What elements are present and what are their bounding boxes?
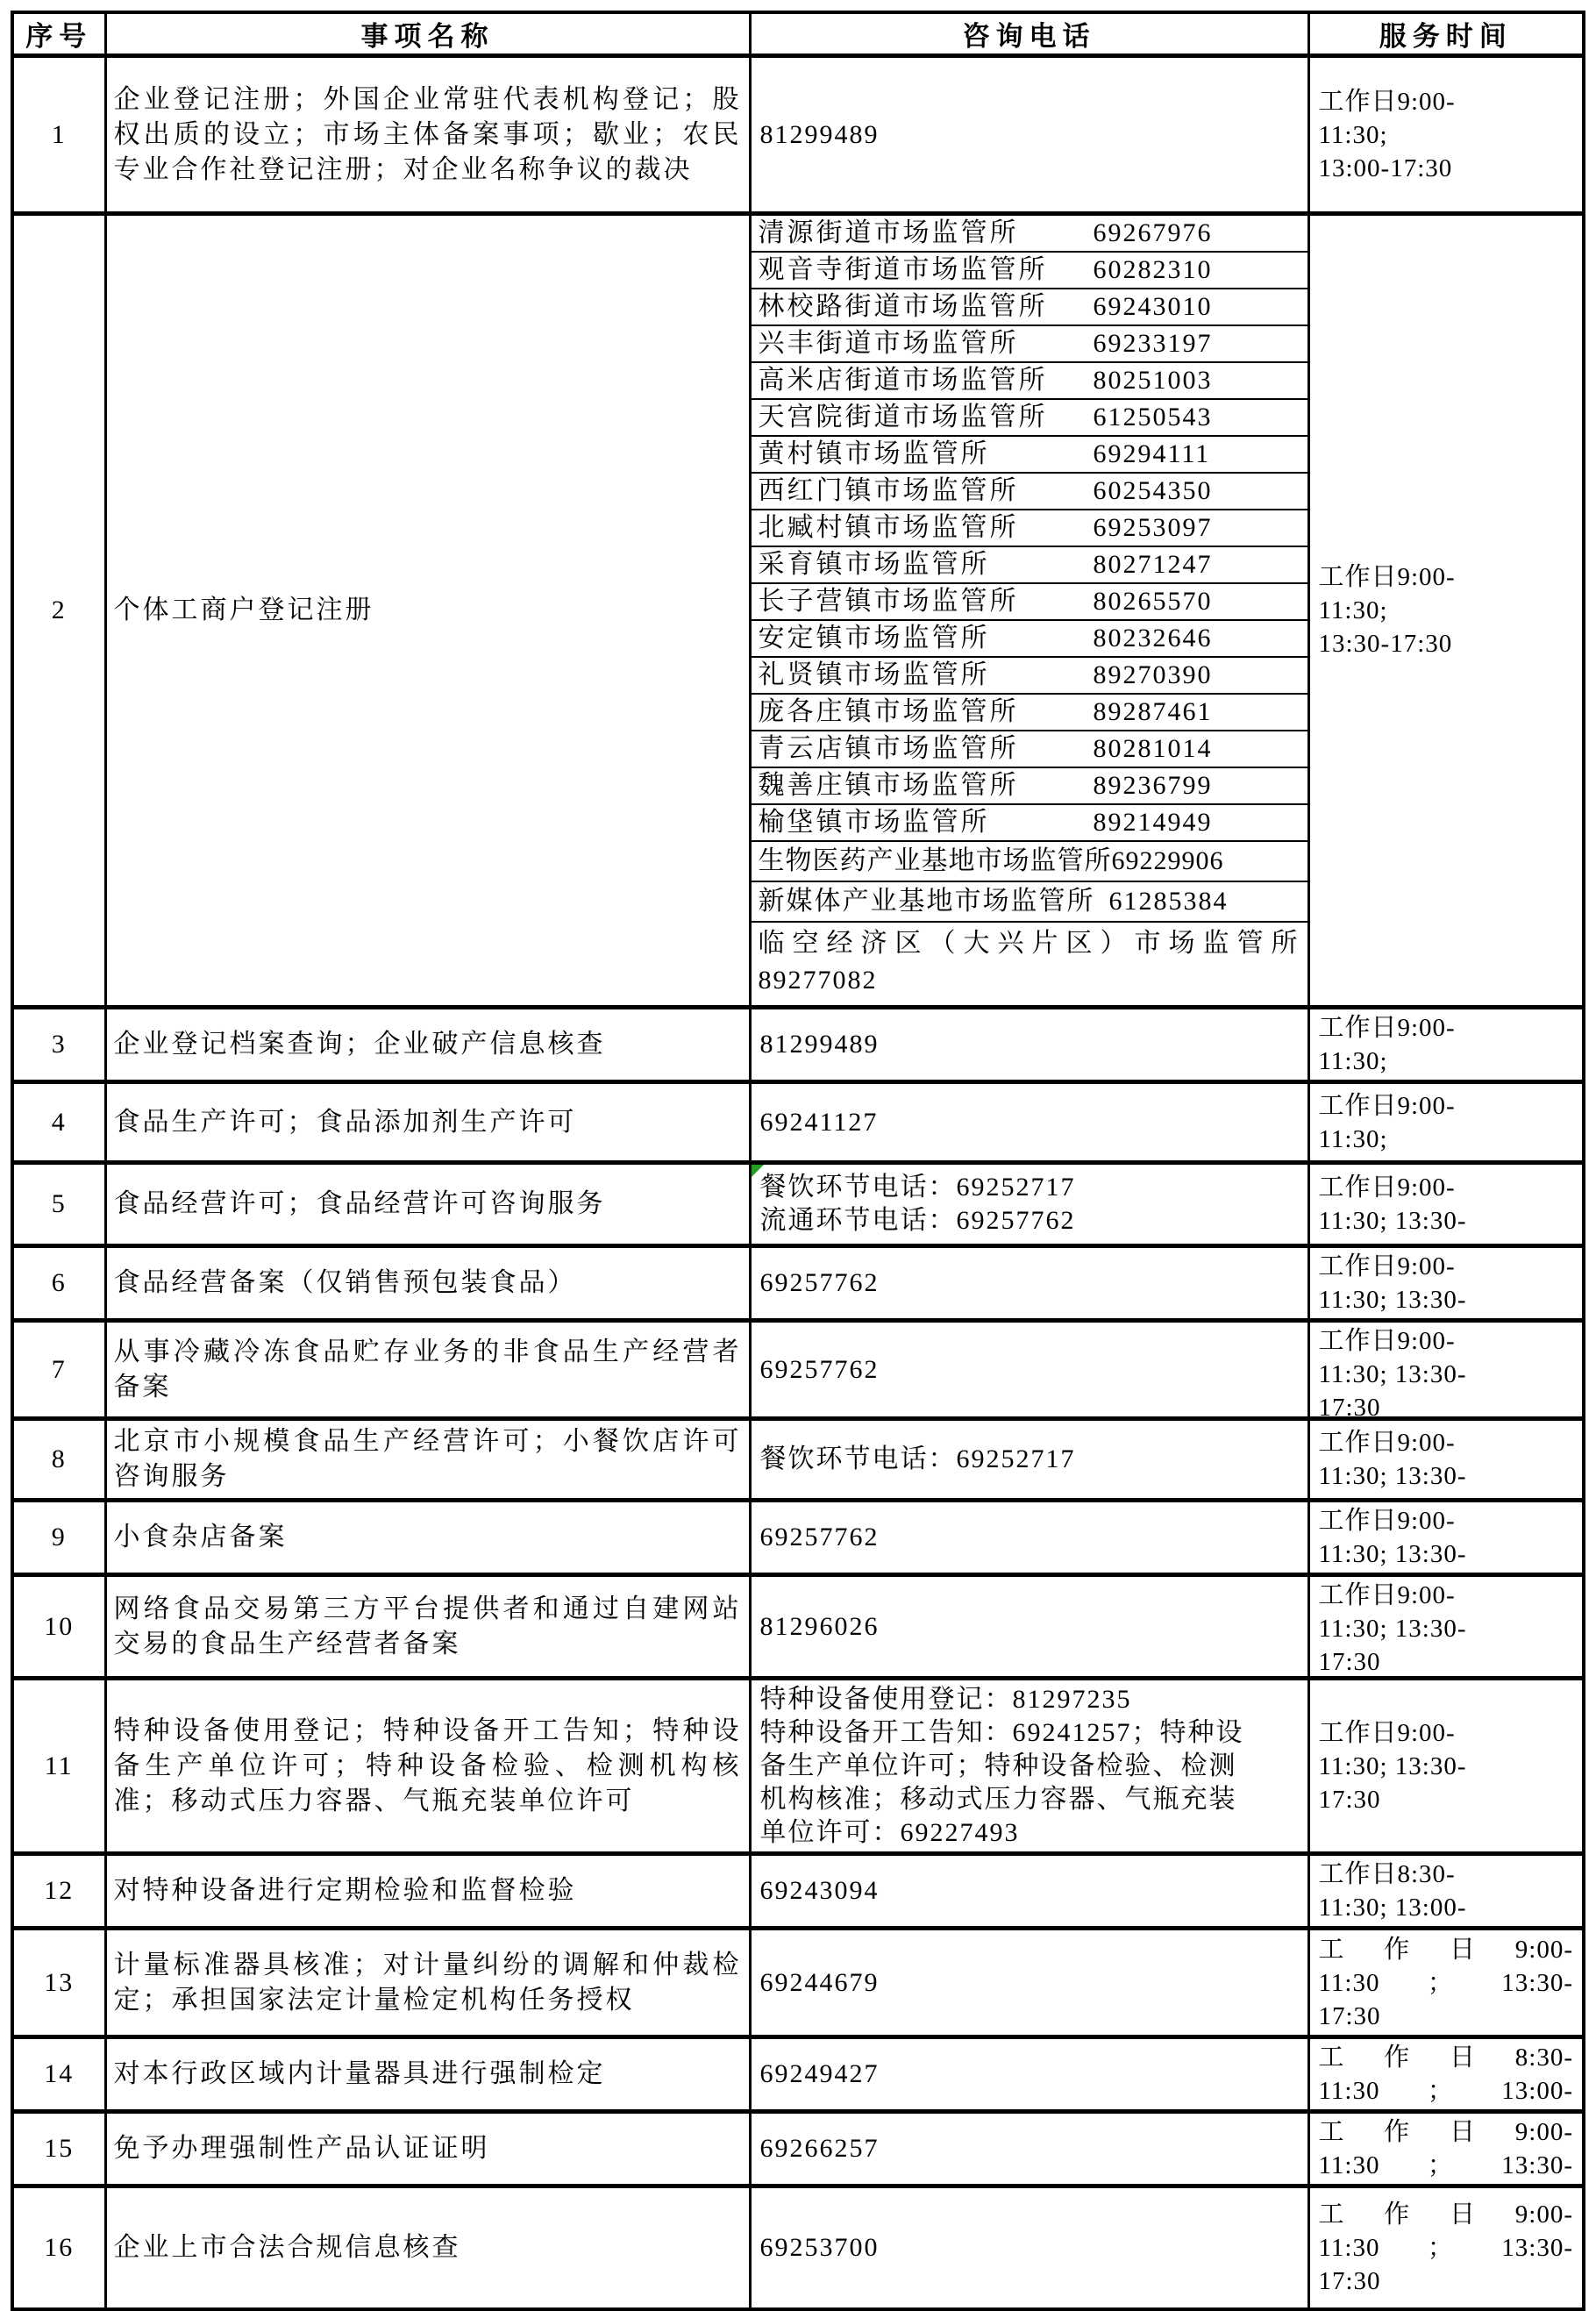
office-name: 西红门镇市场监管所: [758, 476, 1019, 505]
item-name-cell: [105, 214, 750, 1008]
phone-cell: [750, 1679, 1308, 1854]
service-time-line: 11:30 ； 13:00-: [1318, 2077, 1573, 2105]
phone-line: 单位许可：69227493: [759, 1817, 1020, 1847]
seq-cell: 14: [12, 2037, 105, 2112]
item-name-cell: [105, 56, 750, 214]
service-time-text: [1310, 1931, 1583, 2035]
office-item: [752, 882, 1307, 923]
service-time-line: 17:30: [1318, 1648, 1381, 1675]
phone-text: [752, 1104, 1307, 1141]
office-item: [752, 658, 1307, 695]
item-name-text: 企业上市合法合规信息核查: [113, 2232, 461, 2262]
table-row-11: [12, 1679, 1584, 1854]
table-row-7: [12, 1321, 1584, 1419]
office-item: [752, 326, 1307, 363]
item-name-text: 从事冷藏冷冻食品贮存业务的非食品生产经营者备案: [113, 1337, 742, 1402]
office-name: 青云店镇市场监管所: [758, 734, 1019, 763]
phone-text: [752, 1026, 1307, 1063]
header-no: 序号: [12, 12, 105, 56]
office-item: [752, 805, 1307, 842]
service-time-line: 工 作 日 9:00-: [1318, 2118, 1573, 2146]
seq-cell: 8: [12, 1419, 105, 1501]
item-name-cell: [105, 1008, 750, 1082]
phone-line: 81299489: [759, 1030, 880, 1059]
service-time-cell: [1308, 1246, 1584, 1321]
item-name-cell: [105, 1321, 750, 1419]
phone-line: 69257762: [759, 1268, 880, 1297]
phone-line: 机构核准；移动式压力容器、气瓶充装: [759, 1784, 1237, 1814]
phone-cell: [750, 2112, 1308, 2186]
phone-line: 69249427: [759, 2059, 880, 2088]
phone-line: 69257762: [759, 1354, 880, 1384]
office-name: 魏善庄镇市场监管所: [758, 771, 1019, 800]
phone-cell: [750, 1419, 1308, 1501]
item-name-text: 食品经营备案（仅销售预包装食品）: [113, 1268, 577, 1297]
header-service-time: 服务时间: [1308, 12, 1584, 56]
service-time-cell: [1308, 56, 1584, 214]
office-item: [752, 842, 1307, 882]
service-time-line: 11:30; 13:30-: [1318, 1615, 1467, 1643]
item-name-text: 企业登记档案查询；企业破产信息核查: [113, 1030, 606, 1059]
service-time-text: [1310, 1169, 1583, 1239]
office-name: 兴丰街道市场监管所: [758, 329, 1019, 358]
phone-text: [752, 1265, 1307, 1302]
seq-cell: 13: [12, 1929, 105, 2037]
service-time-text: [1310, 2114, 1583, 2184]
office-name: 生物医药产业基地市场监管所: [758, 846, 1112, 875]
service-time-text: [1310, 1323, 1583, 1416]
office-phone: 89214949: [1093, 808, 1213, 837]
service-time-line: 11:30 ； 13:30-: [1318, 1968, 1573, 1997]
phone-text: [752, 1872, 1307, 1909]
phone-text: [752, 1608, 1307, 1645]
office-item: [752, 547, 1307, 584]
service-time-line: 工作日9:00-: [1318, 1091, 1456, 1120]
office-name: 庞各庄镇市场监管所: [758, 697, 1019, 726]
office-phone: 80251003: [1093, 366, 1213, 395]
service-time-line: 11:30; 13:30-: [1318, 1286, 1467, 1314]
header-row: [12, 12, 1584, 56]
service-time-line: 13:00-17:30: [1318, 153, 1453, 182]
office-item: [752, 923, 1307, 1005]
phone-text: [752, 2130, 1307, 2167]
office-item: [752, 731, 1307, 768]
seq-cell: 12: [12, 1854, 105, 1929]
office-name: 临空经济区（大兴片区）市场监管所: [758, 929, 1300, 958]
table-row-14: [12, 2037, 1584, 2112]
phone-line: 69244679: [759, 1967, 880, 1997]
table-row-15: [12, 2112, 1584, 2186]
service-time-line: 11:30; 13:00-: [1318, 1894, 1467, 1922]
phone-line: 69257762: [759, 1523, 880, 1551]
service-time-line: 工 作 日 9:00-: [1318, 1935, 1573, 1964]
phone-line: 81296026: [759, 1611, 880, 1641]
office-phone: 60282310: [1093, 255, 1213, 284]
item-name-cell: [105, 1419, 750, 1501]
service-time-text: [1310, 1577, 1583, 1675]
table-row-2: [12, 214, 1584, 1008]
service-time-cell: [1308, 214, 1584, 1008]
seq-cell: 11: [12, 1679, 105, 1854]
phone-text: [752, 1519, 1307, 1556]
office-name: 清源街道市场监管所: [758, 218, 1019, 247]
office-phone: 89287461: [1093, 697, 1213, 726]
item-name-text: 小食杂店备案: [113, 1523, 288, 1551]
seq-cell: 5: [12, 1163, 105, 1246]
service-time-line: 11:30; 13:30-: [1318, 1751, 1467, 1780]
office-name: 天宫院街道市场监管所: [758, 403, 1048, 432]
service-time-line: 工作日9:00-: [1318, 563, 1456, 591]
office-item: [752, 474, 1307, 510]
phone-line: 69266257: [759, 2134, 880, 2163]
service-time-line: 17:30: [1318, 2266, 1381, 2295]
seq-cell: 16: [12, 2186, 105, 2309]
phone-line: 特种设备使用登记：81297235: [759, 1684, 1132, 1714]
item-name-text: 食品经营许可；食品经营许可咨询服务: [113, 1189, 606, 1218]
service-time-line: 工作日9:00-: [1318, 1252, 1456, 1280]
phone-text: [752, 1965, 1307, 2001]
office-phone: 89277082: [758, 966, 878, 995]
seq-cell: 1: [12, 56, 105, 214]
seq-cell: 4: [12, 1082, 105, 1163]
table-row-5: [12, 1163, 1584, 1246]
service-time-line: 工作日9:00-: [1318, 87, 1456, 116]
service-time-line: 工作日8:30-: [1318, 1860, 1456, 1888]
office-name: 长子营镇市场监管所: [758, 587, 1019, 616]
item-name-text: 特种设备使用登记；特种设备开工告知；特种设备生产单位许可；特种设备检验、检测机构核准；移动式压力容器、气瓶充装单位许可: [113, 1715, 742, 1815]
service-time-text: [1310, 559, 1583, 662]
item-name-cell: [105, 1575, 750, 1679]
service-time-line: 工作日9:00-: [1318, 1718, 1456, 1747]
service-time-cell: [1308, 1501, 1584, 1575]
service-time-text: [1310, 1009, 1583, 1080]
service-time-line: 工作日9:00-: [1318, 1507, 1456, 1535]
office-item: [752, 289, 1307, 326]
item-name-cell: [105, 1501, 750, 1575]
office-item: [752, 400, 1307, 437]
comment-marker-icon: [752, 1165, 764, 1177]
service-hotline-table: [11, 11, 1585, 2311]
table-row-9: [12, 1501, 1584, 1575]
service-time-cell: [1308, 1575, 1584, 1679]
item-name-cell: [105, 2037, 750, 2112]
service-time-cell: [1308, 1008, 1584, 1082]
item-name-text: 北京市小规模食品生产经营许可；小餐饮店许可咨询服务: [113, 1427, 742, 1491]
office-phone: 69243010: [1093, 292, 1213, 321]
phone-cell: [750, 1163, 1308, 1246]
office-item: [752, 253, 1307, 289]
office-phone: 61285384: [1108, 887, 1229, 916]
service-time-line: 11:30; 13:30-: [1318, 1462, 1467, 1490]
item-name-cell: [105, 1929, 750, 2037]
service-time-line: 11:30;: [1318, 1124, 1388, 1153]
phone-text: [752, 117, 1307, 153]
service-time-line: 11:30; 13:30-: [1318, 1207, 1467, 1235]
service-time-text: [1310, 1502, 1583, 1573]
phone-text: [752, 1441, 1307, 1478]
service-time-line: 11:30; 13:30-: [1318, 1360, 1467, 1388]
service-time-line: 工 作 日 8:30-: [1318, 2044, 1573, 2072]
phone-line: 餐饮环节电话：69252717: [759, 1173, 1076, 1202]
service-time-cell: [1308, 1679, 1584, 1854]
phone-cell: [750, 1854, 1308, 1929]
item-name-text: 企业登记注册；外国企业常驻代表机构登记；股权出质的设立；市场主体备案事项；歇业；农民专业合作社登记注册；对企业名称争议的裁决: [113, 84, 742, 184]
service-time-cell: [1308, 2112, 1584, 2186]
service-time-text: [1310, 1715, 1583, 1818]
phone-text: [752, 2229, 1307, 2266]
office-phone: 61250543: [1093, 403, 1213, 432]
phone-text: [752, 1352, 1307, 1388]
service-time-line: 11:30;: [1318, 1047, 1388, 1075]
phone-offices-cell: [750, 214, 1308, 1008]
service-time-cell: [1308, 1163, 1584, 1246]
service-time-line: 工作日9:00-: [1318, 1327, 1456, 1355]
table-row-1: [12, 56, 1584, 214]
office-phone: 80265570: [1093, 587, 1213, 616]
seq-cell: 2: [12, 214, 105, 1008]
service-time-line: 工 作 日 9:00-: [1318, 2200, 1573, 2229]
header-item-name: 事项名称: [105, 12, 750, 56]
office-phone: 69233197: [1093, 329, 1213, 358]
service-time-line: 工作日9:00-: [1318, 1014, 1456, 1042]
service-time-line: 工作日9:00-: [1318, 1429, 1456, 1457]
service-time-text: [1310, 1424, 1583, 1494]
table-row-12: [12, 1854, 1584, 1929]
item-name-cell: [105, 2112, 750, 2186]
office-phone: 80281014: [1093, 734, 1213, 763]
seq-cell: 7: [12, 1321, 105, 1419]
service-time-line: 工作日9:00-: [1318, 1581, 1456, 1609]
service-time-line: 17:30: [1318, 2001, 1381, 2030]
office-name: 礼贤镇市场监管所: [758, 660, 990, 689]
service-time-line: 13:30-17:30: [1318, 630, 1453, 658]
office-item: [752, 584, 1307, 621]
phone-line: 备生产单位许可；特种设备检验、检测: [759, 1751, 1237, 1780]
phone-cell: [750, 1575, 1308, 1679]
seq-cell: 6: [12, 1246, 105, 1321]
office-phone: 69294111: [1093, 439, 1211, 468]
service-time-text: [1310, 2196, 1583, 2300]
office-name: 观音寺街道市场监管所: [758, 255, 1048, 284]
office-phone: 89270390: [1093, 660, 1213, 689]
phone-text: [752, 1169, 1307, 1239]
office-name: 黄村镇市场监管所: [758, 439, 990, 468]
seq-cell: 9: [12, 1501, 105, 1575]
service-time-line: 工作日9:00-: [1318, 1173, 1456, 1202]
phone-line: 81299489: [759, 119, 880, 149]
item-name-text: 计量标准器具核准；对计量纠纷的调解和仲裁检定；承担国家法定计量检定机构任务授权: [113, 1950, 742, 2015]
item-name-cell: [105, 1246, 750, 1321]
office-item: [752, 768, 1307, 805]
phone-cell: [750, 2186, 1308, 2309]
item-name-text: 对本行政区域内计量器具进行强制检定: [113, 2059, 606, 2088]
office-phone: 80232646: [1093, 624, 1213, 653]
phone-line: 特种设备开工告知：69241257；特种设: [759, 1717, 1244, 1747]
office-phone: 69267976: [1093, 218, 1213, 247]
service-time-text: [1310, 1856, 1583, 1926]
office-phone: 80271247: [1093, 550, 1213, 579]
item-name-text: 对特种设备进行定期检验和监督检验: [113, 1876, 577, 1905]
item-name-cell: [105, 1679, 750, 1854]
service-time-line: 11:30 ； 13:30-: [1318, 2151, 1573, 2179]
office-name: 高米店街道市场监管所: [758, 366, 1048, 395]
service-time-line: 11:30; 13:30-: [1318, 1540, 1467, 1568]
service-time-cell: [1308, 1854, 1584, 1929]
service-time-cell: [1308, 1082, 1584, 1163]
service-time-text: [1310, 83, 1583, 187]
phone-line: 69253700: [759, 2232, 880, 2262]
phone-line: 69243094: [759, 1876, 880, 1905]
phone-cell: [750, 1321, 1308, 1419]
phone-cell: [750, 56, 1308, 214]
office-item: [752, 621, 1307, 658]
service-time-line: 11:30 ； 13:30-: [1318, 2233, 1573, 2262]
service-time-text: [1310, 1088, 1583, 1158]
seq-cell: 10: [12, 1575, 105, 1679]
office-name: 北臧村镇市场监管所: [758, 513, 1019, 542]
item-name-text: 个体工商户登记注册: [113, 596, 374, 624]
phone-cell: [750, 1501, 1308, 1575]
item-name-cell: [105, 1163, 750, 1246]
seq-cell: 3: [12, 1008, 105, 1082]
office-item: [752, 363, 1307, 400]
seq-cell: 15: [12, 2112, 105, 2186]
phone-text: [752, 1681, 1307, 1851]
service-time-cell: [1308, 1321, 1584, 1419]
office-phone: 69253097: [1093, 513, 1213, 542]
phone-line: 69241127: [759, 1107, 879, 1137]
table-row-6: [12, 1246, 1584, 1321]
item-name-text: 食品生产许可；食品添加剂生产许可: [113, 1107, 577, 1137]
office-name: 采育镇市场监管所: [758, 550, 990, 579]
office-name: 安定镇市场监管所: [758, 624, 990, 653]
office-item: [752, 437, 1307, 474]
service-time-line: 17:30: [1318, 1785, 1381, 1814]
office-name: 林校路街道市场监管所: [758, 292, 1048, 321]
item-name-cell: [105, 1082, 750, 1163]
item-name-text: 免予办理强制性产品认证证明: [113, 2134, 490, 2163]
office-name: 榆垡镇市场监管所: [758, 808, 990, 837]
item-name-cell: [105, 2186, 750, 2309]
table-row-4: [12, 1082, 1584, 1163]
table-row-10: [12, 1575, 1584, 1679]
table-row-16: [12, 2186, 1584, 2309]
phone-cell: [750, 1082, 1308, 1163]
item-name-cell: [105, 1854, 750, 1929]
office-item: [752, 216, 1307, 253]
service-time-line: 11:30;: [1318, 596, 1388, 624]
service-time-cell: [1308, 1419, 1584, 1501]
office-phone: 89236799: [1093, 771, 1213, 800]
office-phone: 60254350: [1093, 476, 1213, 505]
service-time-cell: [1308, 1929, 1584, 2037]
service-time-line: 17:30: [1318, 1394, 1381, 1416]
phone-cell: [750, 1008, 1308, 1082]
item-name-text: 网络食品交易第三方平台提供者和通过自建网站交易的食品生产经营者备案: [113, 1594, 742, 1658]
table-row-13: [12, 1929, 1584, 2037]
phone-cell: [750, 1929, 1308, 2037]
service-time-text: [1310, 1248, 1583, 1318]
office-phone: 69229906: [1111, 846, 1224, 875]
header-phone: 咨询电话: [750, 12, 1308, 56]
service-time-line: 11:30;: [1318, 120, 1388, 149]
service-time-cell: [1308, 2186, 1584, 2309]
phone-line: 餐饮环节电话：69252717: [759, 1444, 1076, 1473]
phone-cell: [750, 2037, 1308, 2112]
office-item: [752, 510, 1307, 547]
service-time-cell: [1308, 2037, 1584, 2112]
table-row-8: [12, 1419, 1584, 1501]
office-name: 新媒体产业基地市场监管所: [758, 887, 1095, 916]
service-time-text: [1310, 2039, 1583, 2109]
table-row-3: [12, 1008, 1584, 1082]
phone-cell: [750, 1246, 1308, 1321]
phone-text: [752, 2056, 1307, 2093]
phone-line: 流通环节电话：69257762: [759, 1206, 1076, 1235]
office-item: [752, 695, 1307, 731]
